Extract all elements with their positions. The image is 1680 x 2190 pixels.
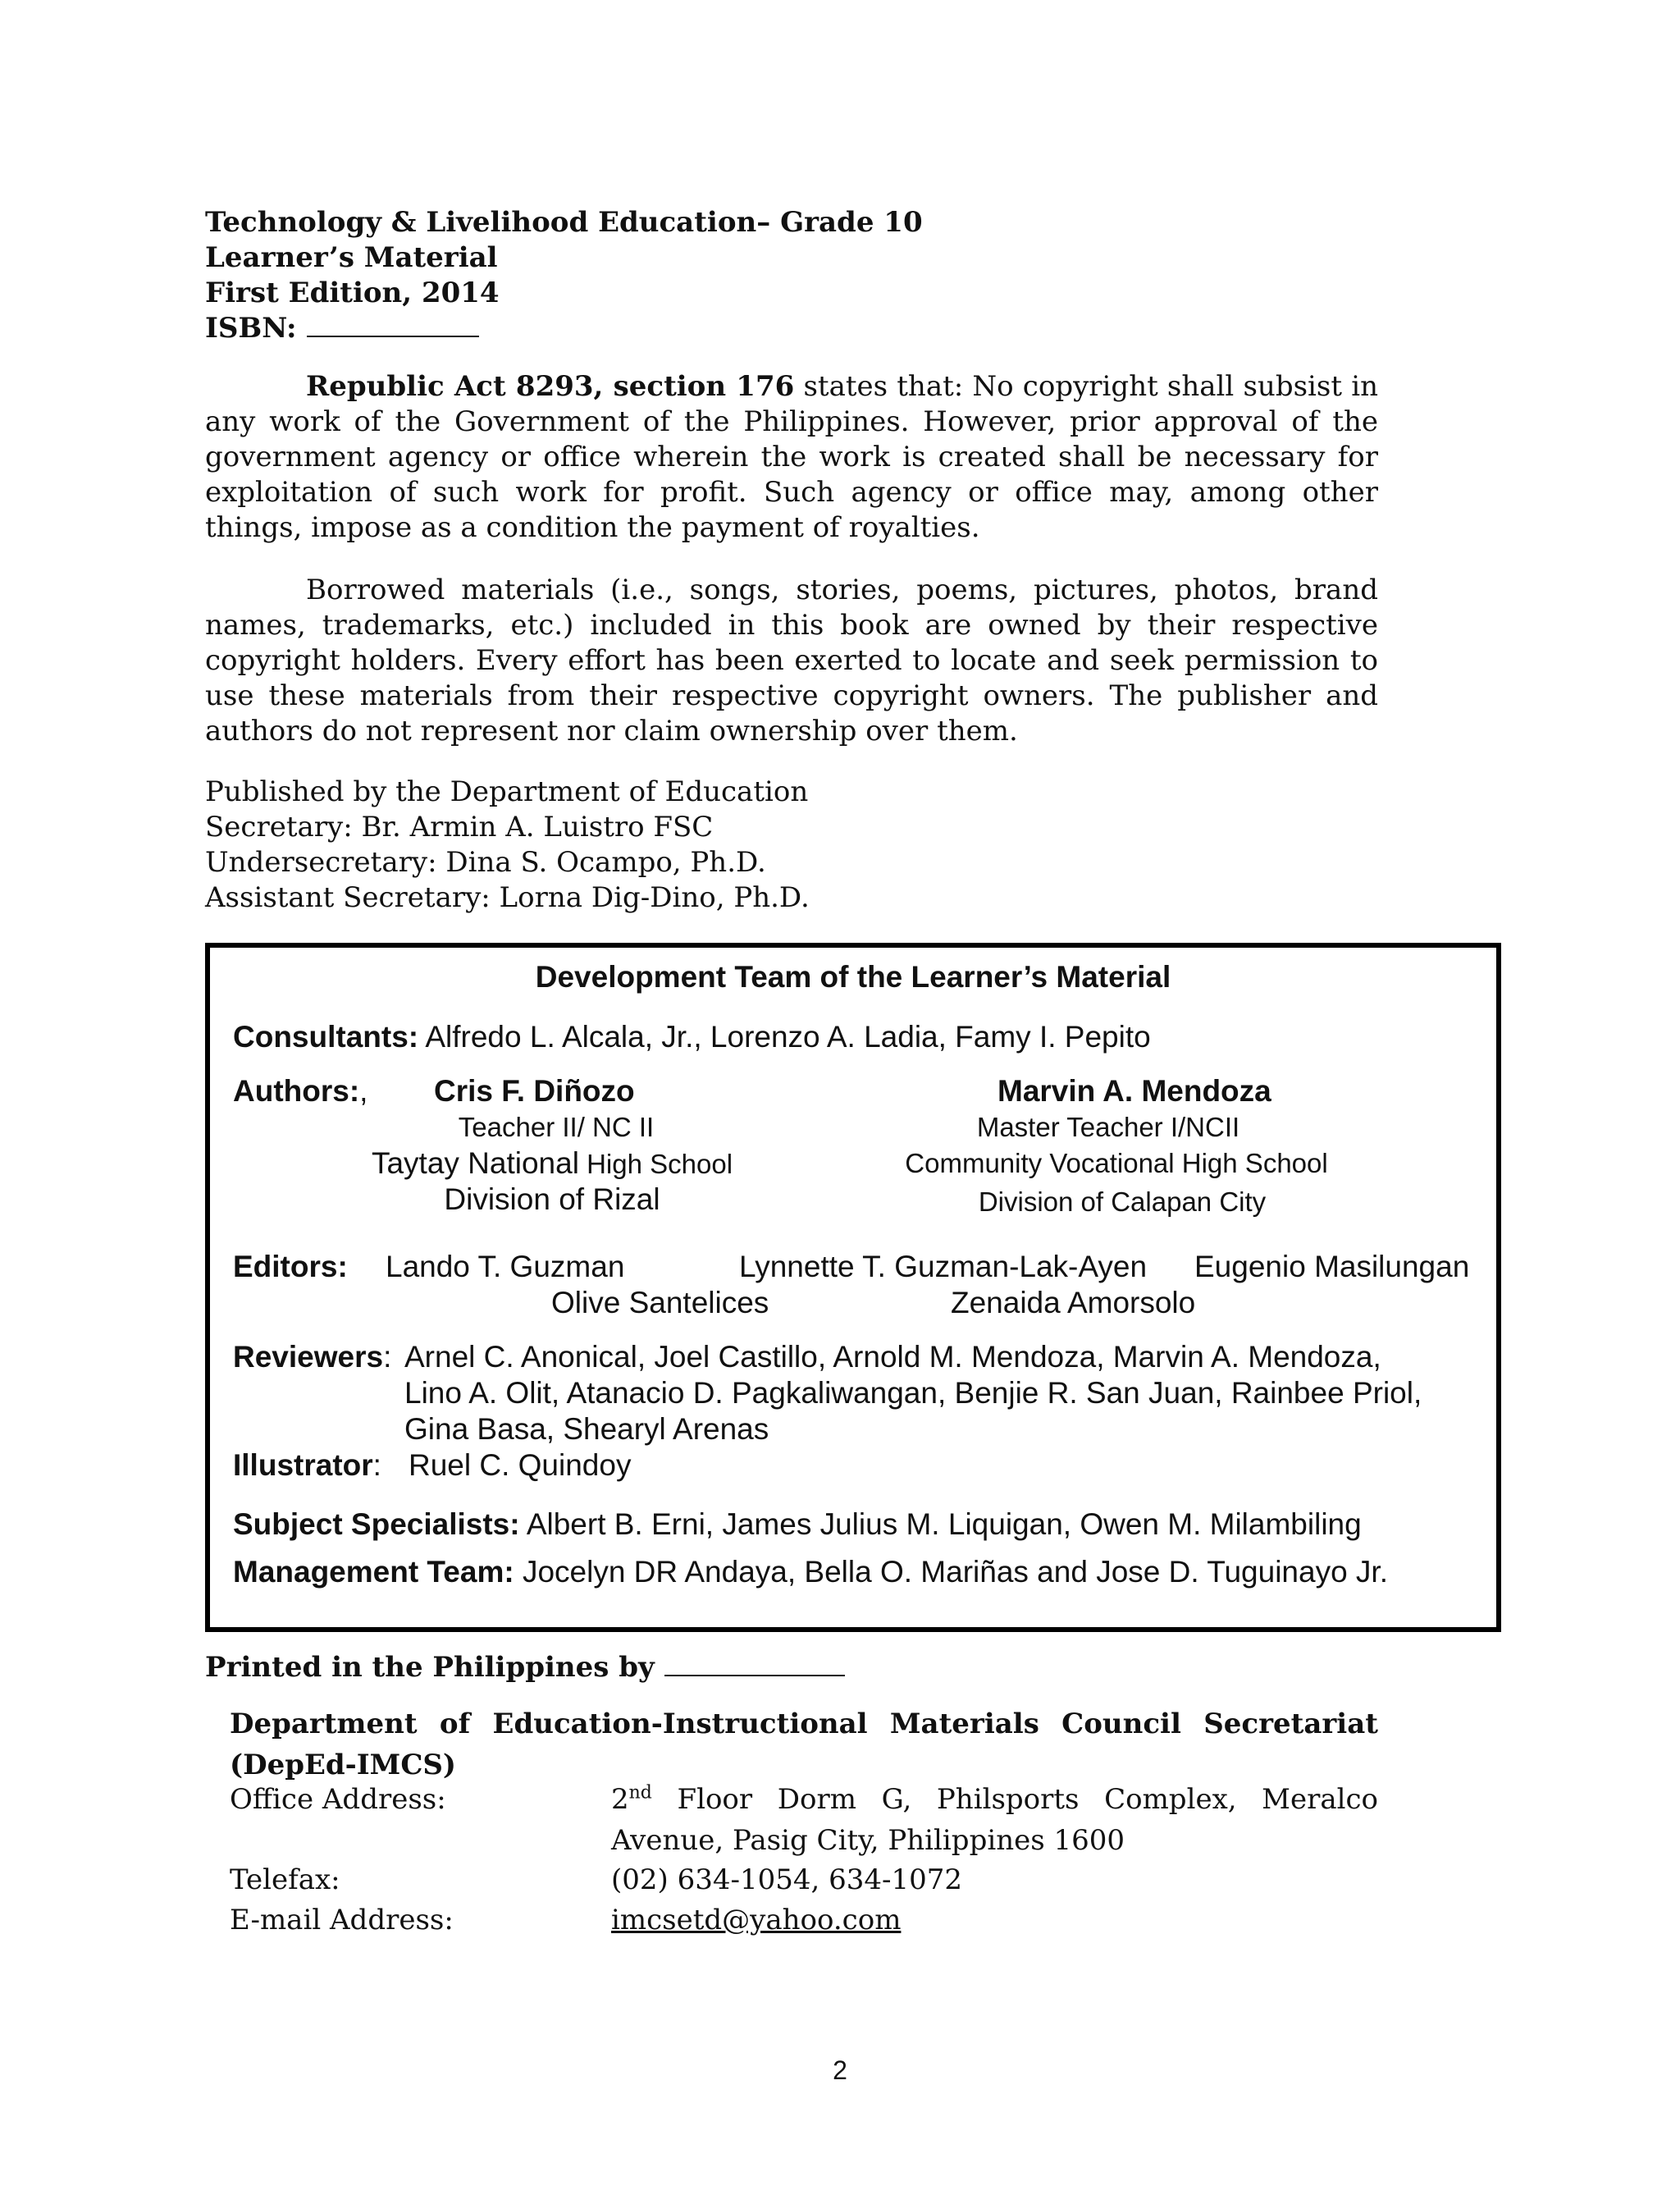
editor-2: Lynnette T. Guzman-Lak-Ayen (739, 1250, 1148, 1283)
material-type: Learner’s Material (205, 241, 498, 274)
deped-word: Secretariat (1203, 1708, 1378, 1740)
printed-blank (664, 1652, 845, 1676)
author-1-division: Division of Rizal (444, 1182, 660, 1216)
edition: First Edition, 2014 (205, 277, 500, 309)
secretary-line: Secretary: Br. Armin A. Luistro FSC (205, 811, 714, 844)
deped-name (230, 1703, 1378, 1785)
management-line (233, 1555, 1388, 1589)
publisher-line: Published by the Department of Education (205, 775, 809, 808)
isbn-blank (307, 311, 479, 337)
assistant-secretary-line: Assistant Secretary: Lorna Dig-Dino, Ph.D. (205, 881, 810, 914)
office-floor-number: 2 (611, 1783, 629, 1816)
editor-3: Eugenio Masilungan (1194, 1250, 1470, 1283)
reviewers-line-2: Lino A. Olit, Atanacio D. Pagkaliwangan, Benjie R. San Juan, Rainbee Priol, (404, 1376, 1422, 1410)
email-value (611, 1900, 901, 1941)
reviewers-colon: : (383, 1340, 392, 1374)
authors-comma: , (359, 1074, 368, 1108)
deped-word: of (439, 1708, 471, 1740)
email-link[interactable]: imcsetd@yahoo.com (611, 1904, 902, 1936)
telefax-label: Telefax: (230, 1863, 340, 1896)
management-label: Management Team: (233, 1555, 514, 1589)
illustrator-name: Ruel C. Quindoy (409, 1448, 632, 1482)
reviewers-line-3: Gina Basa, Shearyl Arenas (404, 1412, 769, 1446)
undersecretary-line: Undersecretary: Dina S. Ocampo, Ph.D. (205, 846, 766, 879)
author-2-division-a: Division (978, 1186, 1081, 1217)
publisher-info (205, 775, 810, 916)
authors-label-line (233, 1074, 368, 1109)
author-1-name: Cris F. Diñozo (434, 1074, 635, 1108)
author-2-name: Marvin A. Mendoza (998, 1074, 1271, 1108)
email-label: E-mail Address: (230, 1904, 454, 1936)
consultants-line (233, 1020, 1151, 1054)
deped-name-line-2: (DepEd-IMCS) (230, 1749, 457, 1781)
office-address-rest: Floor Dorm G, Philsports Complex, Meralco Avenue, Pasig City, Philippines 1600 (611, 1783, 1378, 1857)
isbn-label: ISBN: (205, 312, 297, 345)
consultants-names: Alfredo L. Alcala, Jr., Lorenzo A. Ladia, Famy I. Pepito (418, 1020, 1151, 1054)
author-1-school-a: Taytay National (371, 1146, 579, 1180)
team-title: Development Team of the Learner’s Material (535, 960, 1171, 994)
author-1-school-b: High School (578, 1149, 733, 1179)
book-title: Technology & Livelihood Education– Grade 10 (205, 206, 923, 239)
author-2-division (979, 1184, 1266, 1218)
author-1-position: Teacher II/ NC II (458, 1112, 655, 1142)
consultants-label: Consultants: (233, 1020, 419, 1054)
management-names: Jocelyn DR Andaya, Bella O. Mariñas and Jose D. Tuguinayo Jr. (514, 1555, 1388, 1589)
reviewers-label: Reviewers (233, 1340, 384, 1374)
deped-word: Education-Instructional (492, 1708, 868, 1740)
reviewers-line-1: Arnel C. Anonical, Joel Castillo, Arnold M. Mendoza, Marvin A. Mendoza, (404, 1340, 1381, 1374)
specialists-names: Albert B. Erni, James Julius M. Liquigan, Owen M. Milambiling (519, 1507, 1362, 1541)
editor-5: Zenaida Amorsolo (951, 1286, 1196, 1319)
illustrator-label-line (233, 1448, 381, 1483)
author-2-position: Master Teacher I/NCII (976, 1112, 1240, 1142)
copyright-lead: Republic Act 8293, section 176 (306, 370, 795, 403)
author-1-school (372, 1146, 733, 1181)
author-2-division-b: of Calapan City (1080, 1186, 1267, 1217)
specialists-label: Subject Specialists: (233, 1507, 520, 1541)
deped-name-line-1 (230, 1703, 1378, 1744)
printed-line (205, 1651, 845, 1684)
deped-word: Materials (889, 1708, 1039, 1740)
office-address-label: Office Address: (230, 1783, 446, 1816)
authors-label: Authors: (233, 1074, 360, 1108)
specialists-line (233, 1507, 1362, 1542)
deped-word: Council (1061, 1708, 1181, 1740)
page-number: 2 (833, 2055, 847, 2085)
printed-label: Printed in the Philippines by (205, 1651, 655, 1684)
isbn-line (205, 311, 923, 346)
copyright-text: states that: No copyright shall subsist in any work of the Government of the Philippines. However, prior approval of the government agency or office wherein the work is created shall be necessary for exploitation of such work for profit. Such agency or office may, among other things, impose as a condition the payment of royalties. (205, 370, 1378, 544)
borrowed-notice: Borrowed materials (i.e., songs, stories, poems, pictures, photos, brand names, trademarks, etc.) included in this book are owned by their respective copyright holders. Every effort has been exerted to locate and seek permission to use these materials from their respective copyright owners. The publisher and authors do not represent nor claim ownership over them. (205, 574, 1378, 748)
illustrator-colon: : (372, 1448, 381, 1482)
copyright-notice (205, 369, 1378, 546)
author-2-school: Community Vocational High School (905, 1148, 1328, 1178)
editors-label: Editors: (233, 1250, 348, 1283)
telefax-value: (02) 634-1054, 634-1072 (611, 1863, 963, 1896)
development-team-box (205, 943, 1501, 1632)
document-header (205, 205, 923, 346)
office-address-value (611, 1779, 1378, 1861)
editor-1: Lando T. Guzman (386, 1250, 625, 1283)
editor-4: Olive Santelices (551, 1286, 769, 1319)
reviewers-label-line (233, 1340, 391, 1374)
office-floor-suffix: nd (628, 1782, 652, 1804)
deped-word: Department (230, 1708, 418, 1740)
illustrator-label: Illustrator (233, 1448, 373, 1482)
